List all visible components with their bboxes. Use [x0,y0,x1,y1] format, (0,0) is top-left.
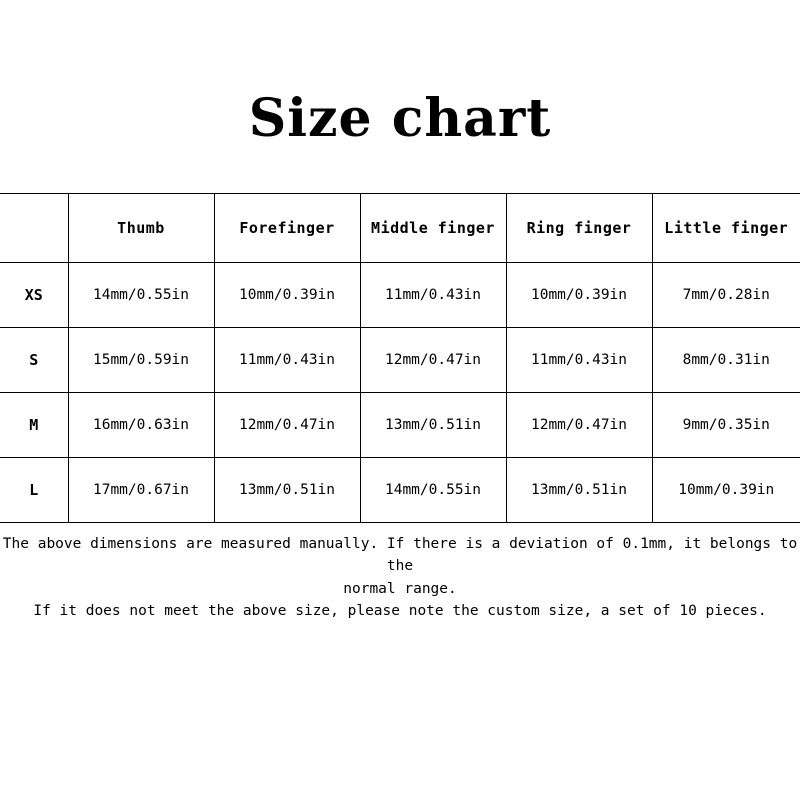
footnote-line-2: normal range. [343,580,457,597]
cell-thumb: 17mm/0.67in [68,457,214,522]
cell-ring-finger: 12mm/0.47in [506,392,652,457]
column-header-little-finger: Little finger [652,193,800,262]
table-header-row [0,193,800,262]
footnotes [0,533,800,623]
column-header-size [0,193,68,262]
table-row [0,392,800,457]
size-label: L [0,457,68,522]
cell-forefinger: 12mm/0.47in [214,392,360,457]
cell-middle-finger: 14mm/0.55in [360,457,506,522]
cell-forefinger: 10mm/0.39in [214,262,360,327]
cell-forefinger: 13mm/0.51in [214,457,360,522]
footnote-line-1: The above dimensions are measured manually. If there is a deviation of 0.1mm, it belongs to the [2,535,798,575]
cell-forefinger: 11mm/0.43in [214,327,360,392]
column-header-middle-finger: Middle finger [360,193,506,262]
cell-middle-finger: 12mm/0.47in [360,327,506,392]
table-row [0,262,800,327]
page-title: Size chart [248,88,552,149]
size-label: XS [0,262,68,327]
footnote-line-3: If it does not meet the above size, please note the custom size, a set of 10 pieces. [33,603,767,619]
cell-little-finger: 10mm/0.39in [652,457,800,522]
cell-thumb: 15mm/0.59in [68,327,214,392]
column-header-thumb: Thumb [68,193,214,262]
column-header-forefinger: Forefinger [214,193,360,262]
size-label: S [0,327,68,392]
cell-ring-finger: 11mm/0.43in [506,327,652,392]
table-body [0,262,800,522]
cell-ring-finger: 10mm/0.39in [506,262,652,327]
column-header-ring-finger: Ring finger [506,193,652,262]
cell-thumb: 16mm/0.63in [68,392,214,457]
cell-middle-finger: 11mm/0.43in [360,262,506,327]
table-header [0,193,800,262]
cell-little-finger: 7mm/0.28in [652,262,800,327]
cell-thumb: 14mm/0.55in [68,262,214,327]
cell-middle-finger: 13mm/0.51in [360,392,506,457]
cell-ring-finger: 13mm/0.51in [506,457,652,522]
table-row [0,327,800,392]
cell-little-finger: 8mm/0.31in [652,327,800,392]
size-chart-table-wrap [0,193,800,523]
size-chart-table [0,193,800,523]
table-row [0,457,800,522]
size-label: M [0,392,68,457]
cell-little-finger: 9mm/0.35in [652,392,800,457]
